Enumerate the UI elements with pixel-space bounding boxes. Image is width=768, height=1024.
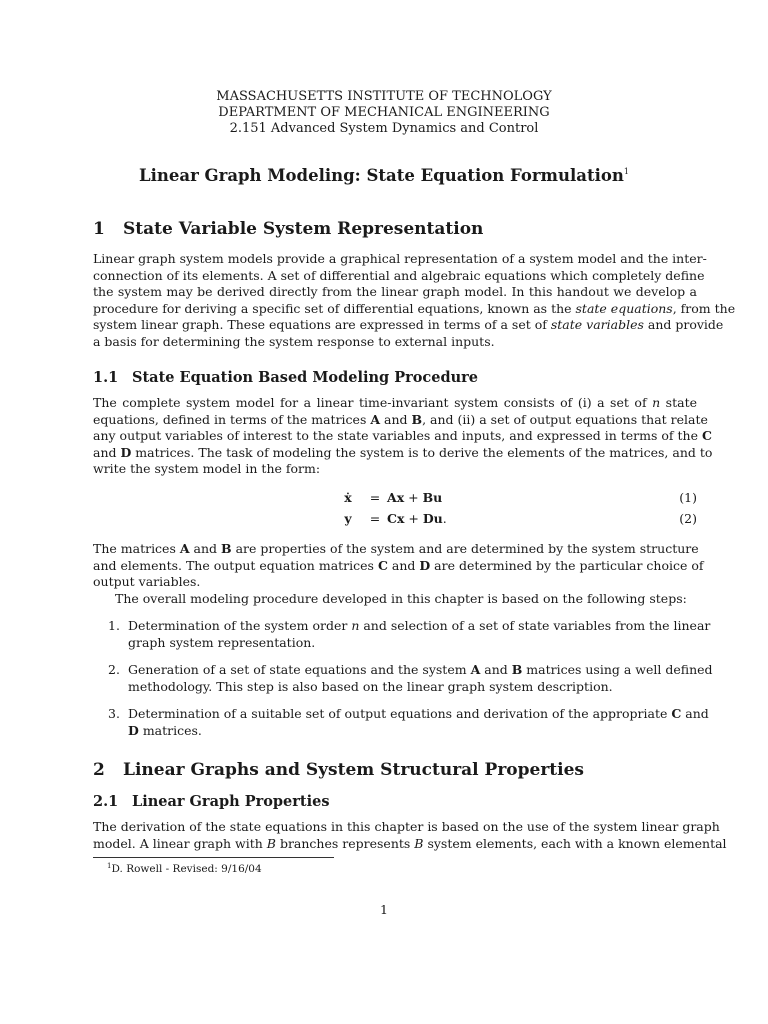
text-run: The matrices [93,541,180,556]
text-line [93,444,713,462]
equation-number: (2) [679,511,697,526]
text-run: matrices. The task of modeling the system is to derive the elements of the matrices, and to [131,444,713,460]
equation-term: Du [422,511,443,526]
subsection-title: Linear Graph Properties [132,793,330,810]
text-line: output variables. [93,574,201,589]
title-footnote-mark: 1 [623,167,629,176]
text-line: graph system representation. [128,634,316,650]
subsection-title: State Equation Based Modeling Procedure [132,369,479,386]
text-run: Determination of the system order [128,618,352,633]
text-run: and [93,444,121,460]
list-item-body [128,662,713,695]
text-run: and [380,411,412,427]
footnote-mark: 1 [107,862,112,870]
text-line [128,723,697,740]
text-run: branches represents [275,835,415,851]
footnote [107,862,262,875]
text-run: matrices. [138,722,202,738]
equation-rhs [387,511,447,526]
list-item-body [128,618,711,651]
footnote-rule [93,857,334,858]
text-line: Linear graph system models provide a graphical representation of a system model and the inter- [93,251,707,266]
section-title: State Variable System Representation [123,219,484,239]
text-run: equations, defined in terms of the matrices [93,411,371,427]
text-run: and [387,557,420,573]
math-n: n [351,618,360,633]
text-line [93,835,727,853]
emphasis-state-equations: state equations [575,300,673,316]
text-run: any output variables of interest to the state variables and inputs, and expressed in terms of the [93,428,702,443]
section-number: 2 [93,760,105,780]
text-run: model. A linear graph with [93,835,267,851]
text-line: a basis for determining the system response to external inputs. [93,333,495,349]
matrix-a: A [470,662,481,677]
document-title [0,166,768,185]
math-n: n [652,395,661,410]
equation-rhs [387,490,442,505]
document-header [0,89,768,137]
page-number: 1 [380,902,388,917]
text-line [93,411,708,429]
matrix-d: D [419,557,431,573]
matrix-a: A [370,411,381,427]
list-marker: 1. [108,618,120,633]
text-line [128,662,713,679]
text-run: The complete system model for a linear time-invariant system consists of (i) a set of [93,395,653,410]
text-line [93,300,736,318]
text-run: procedure for deriving a specific set of differential equations, known as the [93,300,576,316]
section-1-1-heading [93,369,478,386]
text-line [128,706,709,723]
equation-1 [93,490,697,508]
text-run: and provide [643,317,724,332]
emphasis-state-variables: state variables [550,317,644,332]
text-line [93,557,704,575]
text-run: , and (ii) a set of output equations that relate [422,411,708,427]
section-1-paragraph [93,251,736,350]
text-line: the system may be derived directly from the linear graph model. In this handout we develop a [93,284,697,299]
matrix-c: C [671,706,682,721]
text-run: and selection of a set of state variables from the linear [359,618,711,633]
equation-equals: = [369,511,381,526]
matrix-b: B [511,662,523,677]
equation-lhs: y [344,511,352,526]
equation-2 [93,511,697,529]
equation-operator: + [404,490,423,505]
text-line [93,428,712,445]
equation-operator: + [404,511,423,526]
matrix-d: D [128,722,139,738]
section-number: 1 [93,219,105,239]
list-marker: 2. [108,662,120,677]
department-name: DEPARTMENT OF MECHANICAL ENGINEERING [218,105,550,120]
section-2-1-paragraph [93,819,727,852]
text-line [93,541,697,558]
list-marker: 3. [108,706,120,721]
matrix-b: B [411,411,423,427]
text-run: matrices using a well defined [522,662,713,677]
math-b: B [414,835,424,851]
equation-term: Bu [422,490,443,505]
subsection-number: 1.1 [93,369,119,386]
text-run: , from the [672,300,736,316]
section-1-heading [93,219,483,239]
text-run: are properties of the system and are determined by the system structure [231,541,699,556]
footnote-text: D. Rowell - Revised: 9/16/04 [111,863,262,875]
text-run: system linear graph. These equations are expressed in terms of a set of [93,317,551,332]
course-name: 2.151 Advanced System Dynamics and Control [229,121,539,136]
matrix-d: D [120,444,132,460]
list-item-body [128,706,709,739]
equation-equals: = [369,490,381,505]
matrix-b: B [221,541,232,556]
document-title-text: Linear Graph Modeling: State Equation Formulation [139,166,624,185]
equation-number: (1) [679,490,697,505]
text-line: write the system model in the form: [93,461,321,476]
equation-term: Cx [387,511,405,526]
section-2-1-heading [93,793,330,810]
matrix-c: C [377,557,388,573]
section-title: Linear Graphs and System Structural Properties [123,760,584,780]
text-run: Determination of a suitable set of output equations and derivation of the appropriate [128,706,672,721]
math-b: B [266,835,276,851]
text-line [93,395,697,412]
equation-end: . [442,511,447,526]
section-1-1-paragraph-2 [93,541,704,607]
section-2-heading [93,760,584,780]
text-run: state [660,395,697,410]
matrix-c: C [701,428,712,443]
text-run: and [480,662,512,677]
text-run: Generation of a set of state equations and the system [128,662,471,677]
text-run: system elements, each with a known elemental [423,835,727,851]
section-1-1-paragraph-1 [93,395,713,478]
text-run: and [189,541,222,556]
text-line: The overall modeling procedure developed in this chapter is based on the following steps: [115,590,687,606]
text-line [93,317,724,334]
text-line: connection of its elements. A set of differential and algebraic equations which completely define [93,267,705,283]
equation-term: Ax [387,490,405,505]
text-line [128,618,711,635]
text-run: and [681,706,709,721]
text-run: and elements. The output equation matrices [93,557,378,573]
subsection-number: 2.1 [93,793,119,810]
text-run: are determined by the particular choice of [430,557,704,573]
equation-lhs: ẋ [344,490,352,505]
matrix-a: A [179,541,190,556]
text-line: The derivation of the state equations in this chapter is based on the use of the system linear graph [93,819,720,834]
institution-name: MASSACHUSETTS INSTITUTE OF TECHNOLOGY [216,89,552,104]
text-line: methodology. This step is also based on the linear graph system description. [128,678,613,694]
